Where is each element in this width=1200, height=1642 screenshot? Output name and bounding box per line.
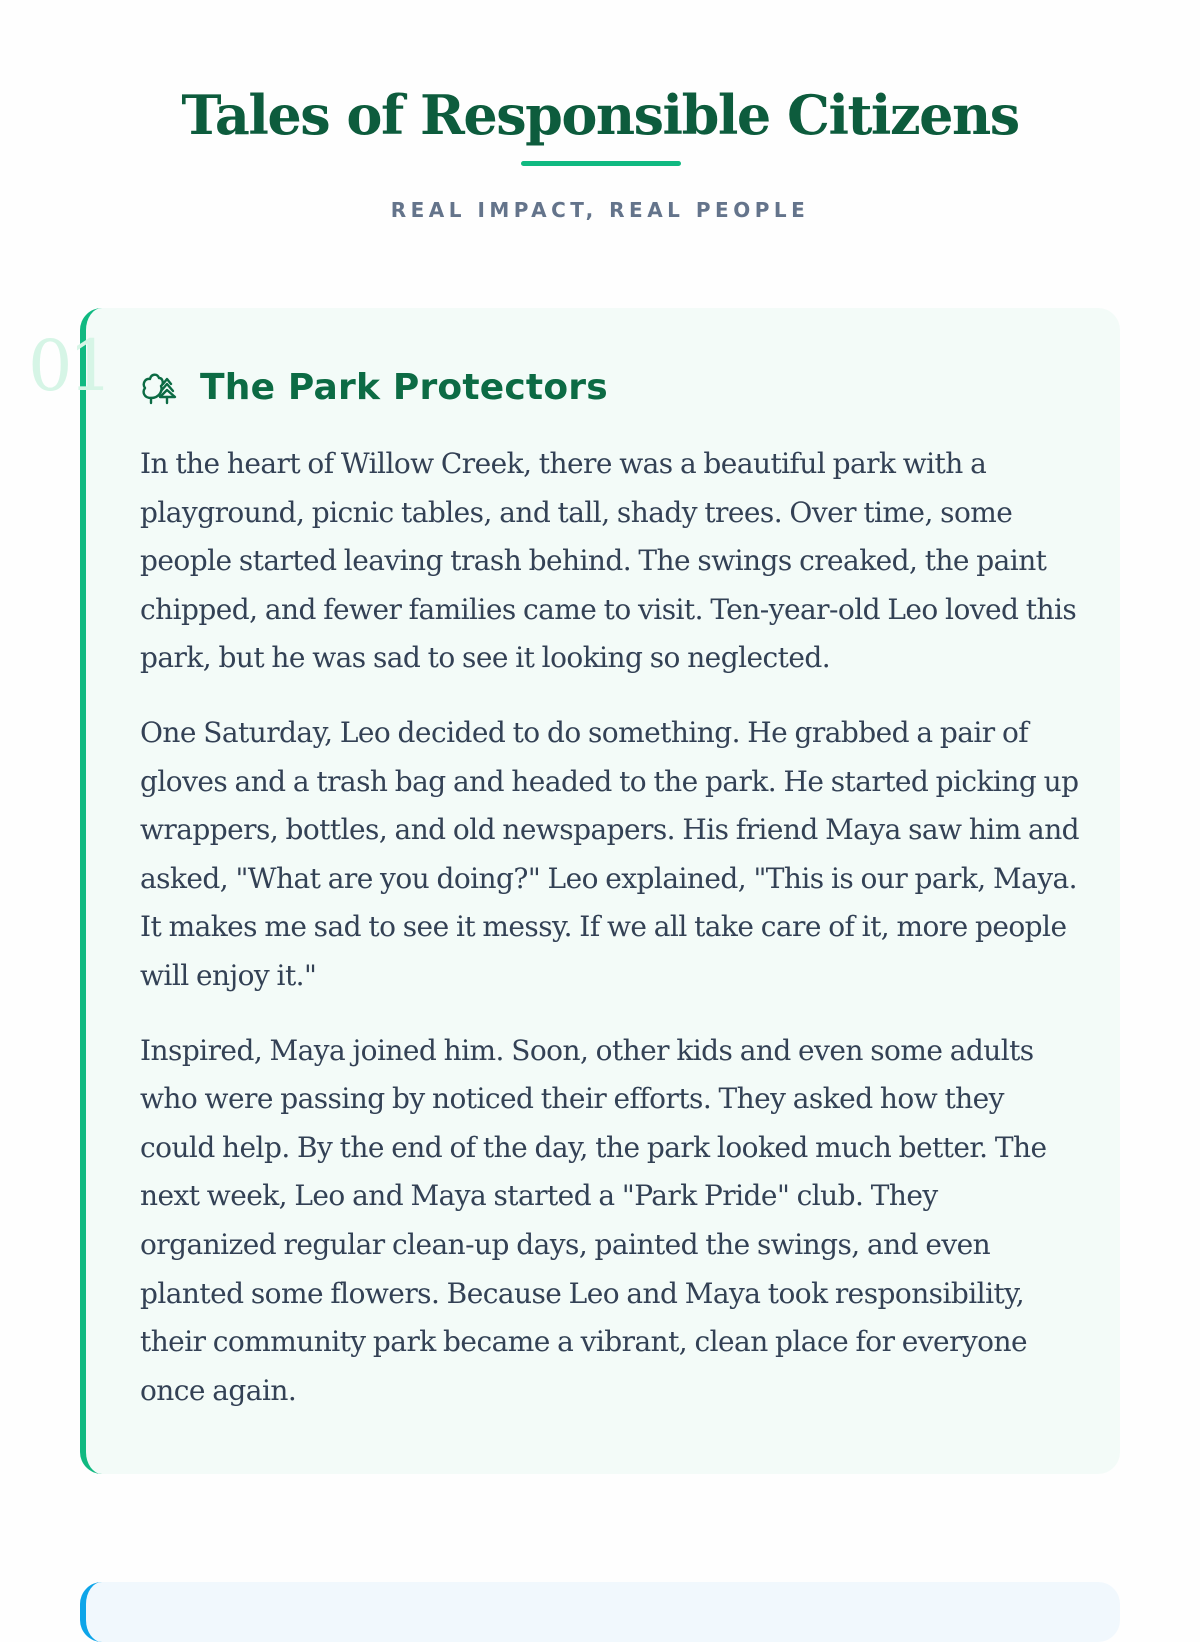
next-story-card — [80, 1582, 1120, 1642]
story-title: The Park Protectors — [200, 366, 608, 408]
story-paragraph: Inspired, Maya joined him. Soon, other kids and even some adults who were passing by noticed their efforts. They asked how they could help. By the end of the day, the park looked much better. The next week, Leo and Maya started a "Park Pride" club. They organized regular clean-up days, painted the swings, and even planted some flowers. Because Leo and Maya took responsibility, their community park became a vibrant, clean place for everyone once again. — [140, 1033, 1047, 1407]
title-underline — [521, 161, 681, 166]
story-paragraph: One Saturday, Leo decided to do something. He grabbed a pair of gloves and a trash bag and headed to the park. He started picking up wrappers, bottles, and old newspapers. His friend Maya saw him and asked, "What are you doing?" Leo explained, "This is our park, Maya. It makes me sad to see it messy. If we all take care of it, more people will enjoy it." — [140, 715, 1080, 992]
page-subtitle: REAL IMPACT, REAL PEOPLE — [390, 198, 810, 222]
story-heading — [140, 362, 608, 412]
story-body — [140, 440, 1080, 1441]
tree-icon — [140, 368, 178, 406]
page-title: Tales of Responsible Citizens — [181, 83, 1019, 147]
story-paragraph: In the heart of Willow Creek, there was a beautiful park with a playground, picnic tables, and tall, shady trees. Over time, some people started leaving trash behind. The swings creaked, the paint chipped, and fewer families came to visit. Ten-year-old Leo loved this park, but he was sad to see it looking so neglected. — [140, 447, 1077, 675]
story-number: 01 — [28, 325, 110, 407]
